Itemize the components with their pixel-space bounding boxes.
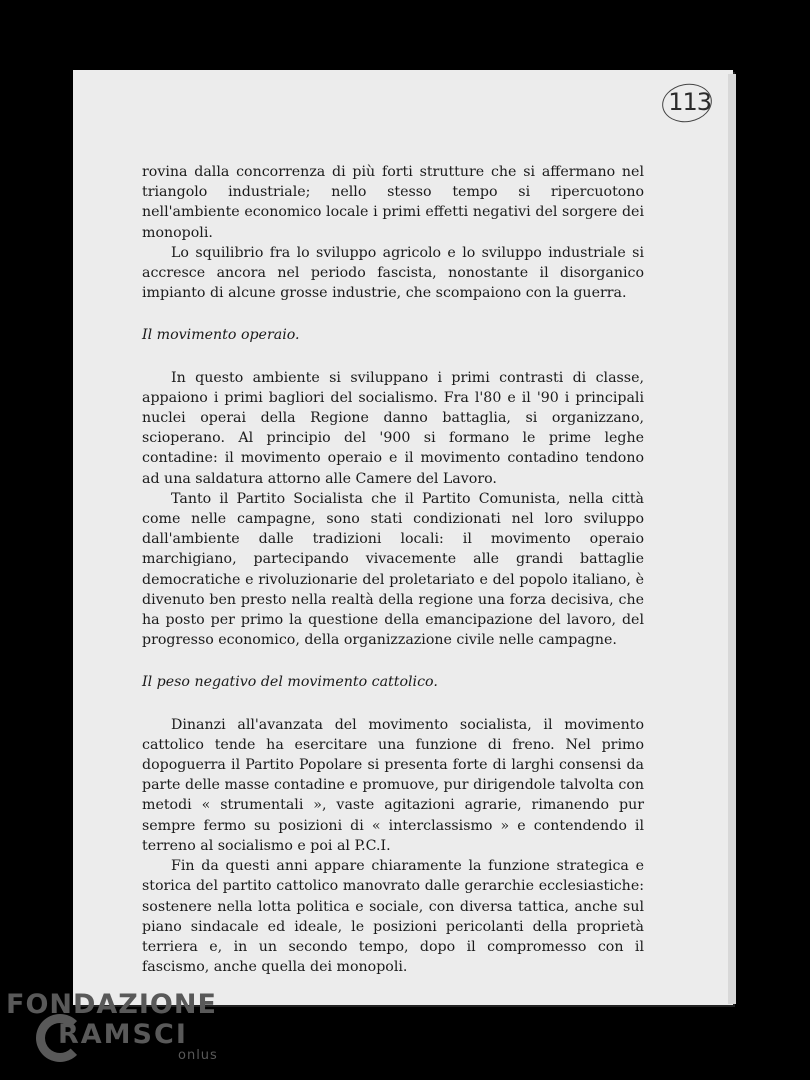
paragraph: Tanto il Partito Socialista che il Partito Comunista, nella città come nelle campagne, sono stati condizionati nel loro sviluppo dall'ambiente dalle tradizioni locali: il movimento operaio marchigiano, partecipando vivacemente alle grandi battaglie democratiche e rivoluzionarie del proletariato e del popolo italiano, è divenuto ben presto nella realtà della regione una forza decisiva, che ha posto per primo la questione della emancipazione del lavoro, del progresso economico, della organizzazione civile nelle campagne. (142, 490, 644, 649)
circle-mark-icon (659, 80, 715, 126)
paragraph: Fin da questi anni appare chiaramente la funzione strategica e storica del partito cattolico manovrato dalle gerarchie ecclesiastiche: sostenere nella lotta politica e sociale, con diversa tattica, anche sul piano sindacale ed ideale, le posizioni pericolanti della proprietà terriera e, in un secondo tempo, dopo il compromesso con il fascismo, anche quella dei monopoli. (142, 858, 644, 976)
document-page (73, 70, 733, 1005)
paragraph: In questo ambiente si sviluppano i primi contrasti di classe, appaiono i primi bagliori del socialismo. Fra l'80 e il '90 i principali nuclei operai della Regione danno battaglia, si organizzano, scioperano. Al principio del '900 si formano le prime leghe contadine: il movimento operaio e il movimento contadino tendono ad una saldatura attorno alle Camere del Lavoro. (142, 369, 644, 487)
page-number: 113 (668, 88, 711, 116)
watermark-line1: FONDAZIONE (6, 989, 217, 1020)
section-heading: Il peso negativo del movimento cattolico. (142, 674, 438, 691)
page-edge (728, 74, 736, 1004)
paragraph: Dinanzi all'avanzata del movimento socialista, il movimento cattolico tende ha esercitare una funzione di freno. Nel primo dopoguerra il Partito Popolare si presenta forte di larghi consensi da parte delle masse contadine e promuove, pur dirigendole talvolta con metodi « strumentali », vaste agitazioni agrarie, rimanendo pur sempre fermo su posizioni di « interclassismo » e contendendo il terreno al socialismo e poi al P.C.I. (142, 716, 644, 854)
watermark-line2: RAMSCI (58, 1019, 188, 1050)
paragraph: Lo squilibrio fra lo sviluppo agricolo e lo sviluppo industriale si accresce ancora nel periodo fascista, nonostante il disorganico impianto di alcune grosse industrie, che scompaiono con la guerra. (142, 244, 644, 302)
paragraph: rovina dalla concorrenza di più forti strutture che si affermano nel triangolo industriale; nello stesso tempo si ripercuotono nell'ambiente economico locale i primi effetti negativi del sorgere dei monopoli. (142, 164, 644, 241)
section-heading: Il movimento operaio. (142, 327, 300, 344)
watermark-logo (6, 989, 218, 1063)
body-text (142, 162, 644, 977)
watermark-line3: onlus (178, 1048, 218, 1063)
